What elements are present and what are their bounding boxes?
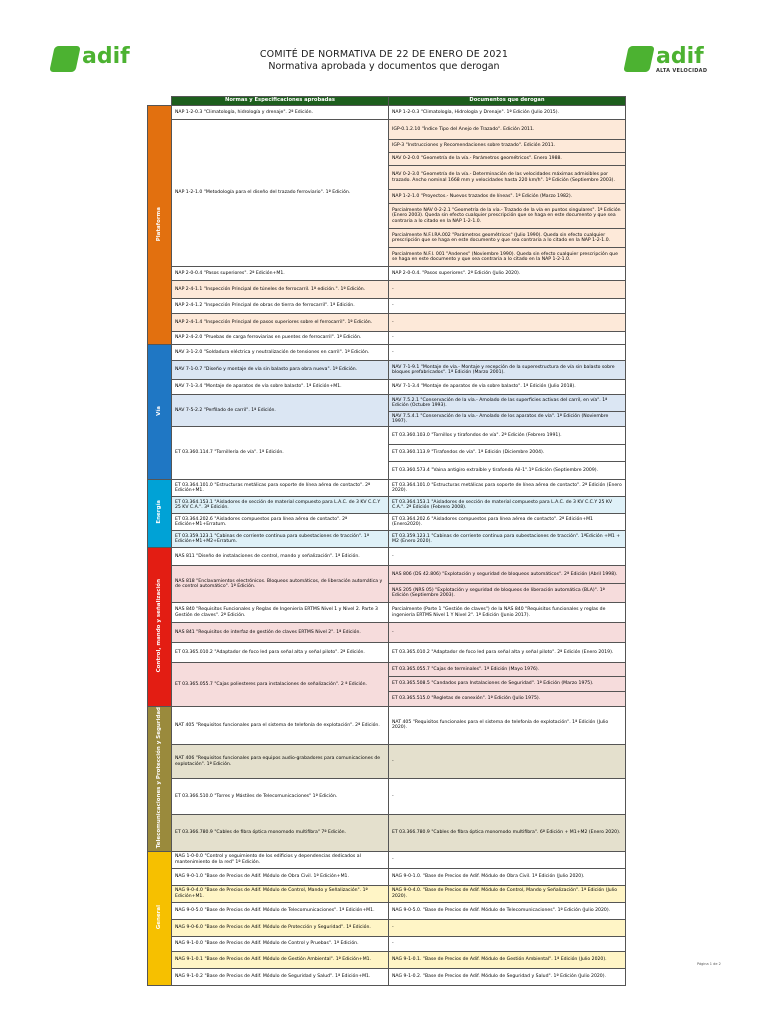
table-row: [148, 514, 626, 531]
section-label-control: Control, mando y señalización: [148, 548, 172, 707]
doc-cell: -: [389, 299, 626, 314]
norm-cell: ET 03.364.153.1 "Aisladores de sección de material compuesto para L.A.C. de 3 KV C.C.Y 25 KV C.A.". 3ª Edición.: [172, 497, 389, 514]
col-header-repealed: Documentos que derogan: [389, 97, 626, 106]
doc-cell: ET 03.365.010.2 "Adaptador de foco led para señal alta y señal piloto". 2ª Edición (Enero 2019).: [389, 643, 626, 663]
table-row: [148, 643, 626, 663]
norm-cell: NAG 9-0-5.0 "Base de Precios de Adif. Módulo de Telecomunicaciones". 1ª Edición+M1.: [172, 902, 389, 919]
table-row: [148, 106, 626, 120]
norm-cell: NAV 7-5-2.2 "Perfilado de carril". 1ª Edición.: [172, 395, 389, 427]
table-row: [148, 663, 626, 677]
table-header-row: [148, 97, 626, 106]
doc-cell: Parcialmente N.F.I.RA.002 "Parámetros geométricos" (Julio 1990). Queda sin efecto cualquier prescripción que se haga en este documento y que sea contraria a lo citado en la NAP 1-2-1.0.: [389, 229, 626, 248]
norm-cell: NAP 2-0-0.4 "Pasos superiores". 2ª Edición+M1.: [172, 267, 389, 281]
norm-cell: NAP 2-4-2.0 "Pruebas de carga ferroviarias en puentes de ferrocarril". 1ª Edición.: [172, 332, 389, 345]
doc-cell: -: [389, 919, 626, 936]
header-corner: [148, 97, 172, 106]
norm-cell: NAT 406 "Requisitos funcionales para equipos audio-grabadores para comunicaciones de explotación". 1ª Edición.: [172, 744, 389, 778]
table-row: [148, 868, 626, 885]
doc-cell: NAS 806 (DS 42.806) "Explotación y seguridad de bloqueos automáticos". 2ª Edición (Abril 1998).: [389, 566, 626, 584]
doc-cell: IGP-3 "Instrucciones y Recomendaciones sobre trazado". Edición 2011.: [389, 140, 626, 153]
doc-cell: NAP 1-2-0.3 "Climatología, Hidrología y Drenaje". 1ª Edición (Julio 2015).: [389, 106, 626, 120]
norm-cell: ET 03.364.202.6 "Aisladores compuestos para línea aérea de contacto". 2ª Edición+M1+Erratum.: [172, 514, 389, 531]
norm-cell: NAP 1-2-1.0 "Metodología para el diseño del trazado ferroviario". 1ª Edición.: [172, 120, 389, 267]
doc-cell: IGP-0.1.2.10 "Índice Tipo del Anejo de Trazado". Edición 2011.: [389, 120, 626, 140]
norm-cell: NAG 1-0-0.0 "Control y seguimiento de los edificios y dependencias dedicados al mantenimiento de la red" 1ª Edición.: [172, 851, 389, 868]
table-row: [148, 548, 626, 566]
norm-cell: NAV 7-1-0.7 "Diseño y montaje de vía sin balasto para obra nueva". 1ª Edición.: [172, 361, 389, 380]
table-row: [148, 345, 626, 361]
norm-cell: NAG 9-0-4.0 "Base de Precios de Adif. Módulo de Control, Mando y Señalización". 1ª Edición+M1.: [172, 885, 389, 902]
table-row: [148, 851, 626, 868]
doc-cell: -: [389, 744, 626, 778]
doc-cell: NAG 9-0-1.0. "Base de Precios de Adif. Módulo de Obra Civil. 1ª Edición (Julio 2020).: [389, 868, 626, 885]
doc-cell: ET 03.364.202.6 "Aisladores compuestos para línea aérea de contacto". 2ª Edición+M1 (Enero2020).: [389, 514, 626, 531]
table-row: [148, 707, 626, 745]
table-row: [148, 395, 626, 412]
table-row: [148, 919, 626, 936]
doc-cell: NAV 7-1-9.1 "Montaje de vía.- Montaje y recepción de la superestructura de vía sin balasto sobre bloques prefabricados". 1ª Edición (Marzo 2001).: [389, 361, 626, 380]
table-row: [148, 885, 626, 902]
norm-cell: NAG 9-1-0.2 "Base de Precios de Adif. Módulo de Seguridad y Salud". 1ª Edición+M1.: [172, 968, 389, 985]
doc-cell: ET 03.365.508.5 "Candados para Instalaciones de Seguridad". 1ª Edición (Marzo 1975).: [389, 677, 626, 692]
doc-cell: NAG 9-1-0.1. "Base de Precios de Adif. Módulo de Gestión Ambiental". 1ª Edición (Julio 2020).: [389, 951, 626, 968]
table-row: [148, 332, 626, 345]
table-row: [148, 361, 626, 380]
doc-cell: NAV 7.5.4.1 "Conservación de la vía.- Amolado de los aparatos de vía". 1ª Edición (Noviembre 1997).: [389, 412, 626, 427]
table-row: [148, 497, 626, 514]
table-row: [148, 968, 626, 985]
table-row: [148, 299, 626, 314]
doc-cell: NAP 2-0-0.4. "Pasos superiores". 2ª Edición (Julio 2020).: [389, 267, 626, 281]
table-row: [148, 603, 626, 623]
doc-cell: -: [389, 623, 626, 643]
doc-cell: NAG 9-0-4.0. "Base de Precios de Adif. Módulo de Control, Mando y Señalización". 1ª Edición (Julio 2020).: [389, 885, 626, 902]
doc-cell: ET 03.360.113.9 "Tirafondos de vía". 1ª Edición (Diciembre 2004).: [389, 445, 626, 462]
logo-wordmark: adif: [82, 44, 130, 69]
doc-cell: NAG 9-0-5.0. "Base de Precios de Adif. Módulo de Telecomunicaciones". 1ª Edición (Julio 2020).: [389, 902, 626, 919]
section-label-general: General: [148, 851, 172, 985]
doc-cell: -: [389, 314, 626, 332]
doc-cell: -: [389, 548, 626, 566]
norm-cell: NAS 841 "Requisitos de interfaz de gestión de claves ERTMS Nivel 2". 1ª Edición.: [172, 623, 389, 643]
logo-subtitle: ALTA VELOCIDAD: [656, 68, 708, 74]
norm-cell: NAG 9-1-0.0 "Base de Precios de Adif. Módulo de Control y Pruebas". 1ª Edición.: [172, 936, 389, 951]
doc-cell: ET 03.366.780.9 "Cables de fibra óptica monomodo multifibra". 6ª Edición + M1+M2 (Enero 2020).: [389, 815, 626, 851]
col-header-approved: Normas y Especificaciones aprobadas: [172, 97, 389, 106]
norm-cell: NAP 2-4-1.2 "Inspección Principal de obras de tierra de ferrocarril". 1ª Edición.: [172, 299, 389, 314]
doc-cell: NAV 7-1-3.4 "Montaje de aparatos de vía sobre balasto". 1ª Edición (Julio 2018).: [389, 380, 626, 395]
table-row: [148, 623, 626, 643]
section-label-telecom: Telecomunicaciones y Protección y Seguridad: [148, 707, 172, 852]
norm-cell: ET 03.365.055.7 "Cajas poliesteres para instalaciones de señalización". 2 ª Edición.: [172, 663, 389, 707]
doc-cell: -: [389, 936, 626, 951]
doc-cell: Parcialmente (Parte 1 "Gestión de claves") de la NAS 840 "Requisitos funcionales y reglas de ingeniería ERTMS Nivel 1 Y Nivel 2". 1ª Edición (Junio 2017).: [389, 603, 626, 623]
doc-cell: Parcialmente NAV 0-2-2.1 "Geometría de la vía.- Trazado de la vía en puntos singulares". 1ª Edición (Enero 2003). Queda sin efecto cualquier prescripción que se haga en este documento y que sea contraria a lo citado en la NAP 1-2-1.0.: [389, 204, 626, 229]
doc-cell: NAV 0-2-3.0 "Geometría de la vía.- Determinación de las velocidades máximas admisibles por trazado. Ancho nominal 1668 mm y velocidades hasta 220 km/h". 1ª Edición (Septiembre 2003).: [389, 166, 626, 190]
norm-cell: NAS 811 "Diseño de instalaciones de control, mando y señalización". 1ª Edición.: [172, 548, 389, 566]
page-subtitle: Normativa aprobada y documentos que derogan: [268, 61, 500, 72]
logo-wordmark: adif: [656, 44, 704, 69]
norm-cell: ET 03.360.114.7 "Tornillería de vía". 1ª Edición.: [172, 427, 389, 480]
norm-cell: ET 03.359.123.1 "Cabinas de corriente continua para subestaciones de tracción". 1ª Edición+M1+M2+Erratum.: [172, 531, 389, 548]
norm-cell: NAT 405 "Requisitos funcionales para el sistema de telefonía de explotación". 2ª Edición.: [172, 707, 389, 745]
doc-cell: -: [389, 281, 626, 299]
doc-cell: NAS 205 (NRS 05) "Explotación y seguridad de bloqueos de liberación automática (BLA)". 1ª Edición (Septiembre 2003).: [389, 584, 626, 603]
doc-cell: NAV 7.5.2.1 "Conservación de la vía.- Amolado de las superficies activas del carril, en vía". 1ª Edición (Octubre 1993).: [389, 395, 626, 412]
doc-cell: NAG 9-1-0.2. "Base de Precios de Adif. Módulo de Seguridad y Salud". 1ª Edición (Julio 2020).: [389, 968, 626, 985]
norm-cell: ET 03.366.510.0 "Torres y Mástiles de Telecomunicaciones" 1ª Edición.: [172, 779, 389, 815]
doc-cell: Parcialmente N.F.I. 001 "Andenes" (Noviembre 1990). Queda sin efecto cualquier prescripción que se haga en este documento y que sea contraria a lo citado en la NAP 1-2-1.0.: [389, 248, 626, 267]
table-row: [148, 531, 626, 548]
table-row: [148, 936, 626, 951]
table-row: [148, 314, 626, 332]
norm-cell: NAP 2-4-1.4 "Inspección Principal de pasos superiores sobre el ferrocarril". 1ª Edición.: [172, 314, 389, 332]
table-row: [148, 566, 626, 584]
norm-cell: ET 03.366.780.9 "Cables de fibra óptica monomodo multifibra" 7ª Edición.: [172, 815, 389, 851]
table-row: [148, 380, 626, 395]
doc-cell: -: [389, 345, 626, 361]
doc-cell: NAP 1-2-1.0 "Proyectos.- Nuevos trazados de líneas". 1ª Edición (Marzo 1982).: [389, 190, 626, 204]
norm-cell: NAV 7-1-3.4 "Montaje de aparatos de vía sobre balasto". 1ª Edición+M1.: [172, 380, 389, 395]
table-row: [148, 267, 626, 281]
doc-cell: ET 03.360.573.4 "Vaina antigiro extraíble y tirafondo Ail-1".1ª Edición (Septiembre 2009).: [389, 462, 626, 480]
regulations-table: [147, 96, 626, 986]
page-number: Página 1 de 2: [697, 962, 721, 966]
table-row: [148, 902, 626, 919]
section-label-energia: Energía: [148, 480, 172, 548]
doc-cell: ET 03.364.153.1 "Aisladores de sección de material compuesto para L.A.C. de 3 KV C.C.Y 25 KV C.A.". 2ª Edición (Febrero 2008).: [389, 497, 626, 514]
table-row: [148, 951, 626, 968]
doc-cell: -: [389, 332, 626, 345]
norm-cell: NAG 9-0-1.0 "Base de Precios de Adif. Módulo de Obra Civil. 1ª Edición+M1.: [172, 868, 389, 885]
norm-cell: NAP 2-4-1.1 "Inspección Principal de túneles de ferrocarril. 1ª edición.". 1ª Edición.: [172, 281, 389, 299]
doc-cell: ET 03.359.123.1 "Cabinas de corriente continua para subestaciones de tracción". 1ªEdición +M1 + M2 (Enero 2020).: [389, 531, 626, 548]
doc-cell: ET 03.360.103.0 "Tornillos y tirafondos de vía". 2ª Edición (Febrero 1991).: [389, 427, 626, 445]
doc-cell: ET 03.365.515.0 "Regletas de conexión". 1ª Edición (Julio 1975).: [389, 692, 626, 707]
doc-cell: NAV 0-2-0.0 "Geometría de la vía.- Parámetros geométricos". Enero 1988.: [389, 153, 626, 166]
table-row: [148, 744, 626, 778]
norm-cell: ET 03.365.010.2 "Adaptador de foco led para señal alta y señal piloto". 2ª Edición.: [172, 643, 389, 663]
norm-cell: NAS 840 "Requisitos Funcionales y Reglas de Ingeniería ERTMS Nivel 1 y Nivel 2. Parte 3 Gestión de claves". 2ª Edición.: [172, 603, 389, 623]
doc-cell: ET 03.364.101.0 "Estructuras metálicas para soporte de línea aérea de contacto". 2ª Edición (Enero 2020).: [389, 480, 626, 497]
table-row: [148, 427, 626, 445]
table-row: [148, 815, 626, 851]
table-row: [148, 480, 626, 497]
doc-cell: -: [389, 851, 626, 868]
norm-cell: NAV 3-1-2.0 "Soldadura eléctrica y neutralización de tensiones en carril". 1ª Edición.: [172, 345, 389, 361]
section-label-plataforma: Plataforma: [148, 106, 172, 345]
section-label-via: Vía: [148, 345, 172, 480]
table-row: [148, 779, 626, 815]
doc-cell: -: [389, 779, 626, 815]
norm-cell: NAS 818 "Enclavamientos electrónicos. Bloqueos automáticos, de liberación automática y de control automático". 1ª Edición.: [172, 566, 389, 603]
table-row: [148, 281, 626, 299]
norm-cell: ET 03.364.101.0 "Estructuras metálicas para soporte de línea aérea de contacto". 2ª Edición+M1.: [172, 480, 389, 497]
doc-cell: ET 03.365.055.7 "Cajas de terminales". 1ª Edición (Mayo 1976).: [389, 663, 626, 677]
norm-cell: NAG 9-1-0.1 "Base de Precios de Adif. Módulo de Gestión Ambiental". 1ª Edición+M1.: [172, 951, 389, 968]
page-title: COMITÉ DE NORMATIVA DE 22 DE ENERO DE 2021: [259, 49, 509, 60]
norm-cell: NAG 9-0-6.0 "Base de Precios de Adif. Módulo de Protección y Seguridad". 1ª Edición.: [172, 919, 389, 936]
table-row: [148, 120, 626, 140]
norm-cell: NAP 1-2-0.3 "Climatología, hidrología y drenaje". 2ª Edición.: [172, 106, 389, 120]
doc-cell: NAT 405 "Requisitos funcionales para el sistema de telefonía de explotación". 1ª Edición (Julio 2020).: [389, 707, 626, 745]
